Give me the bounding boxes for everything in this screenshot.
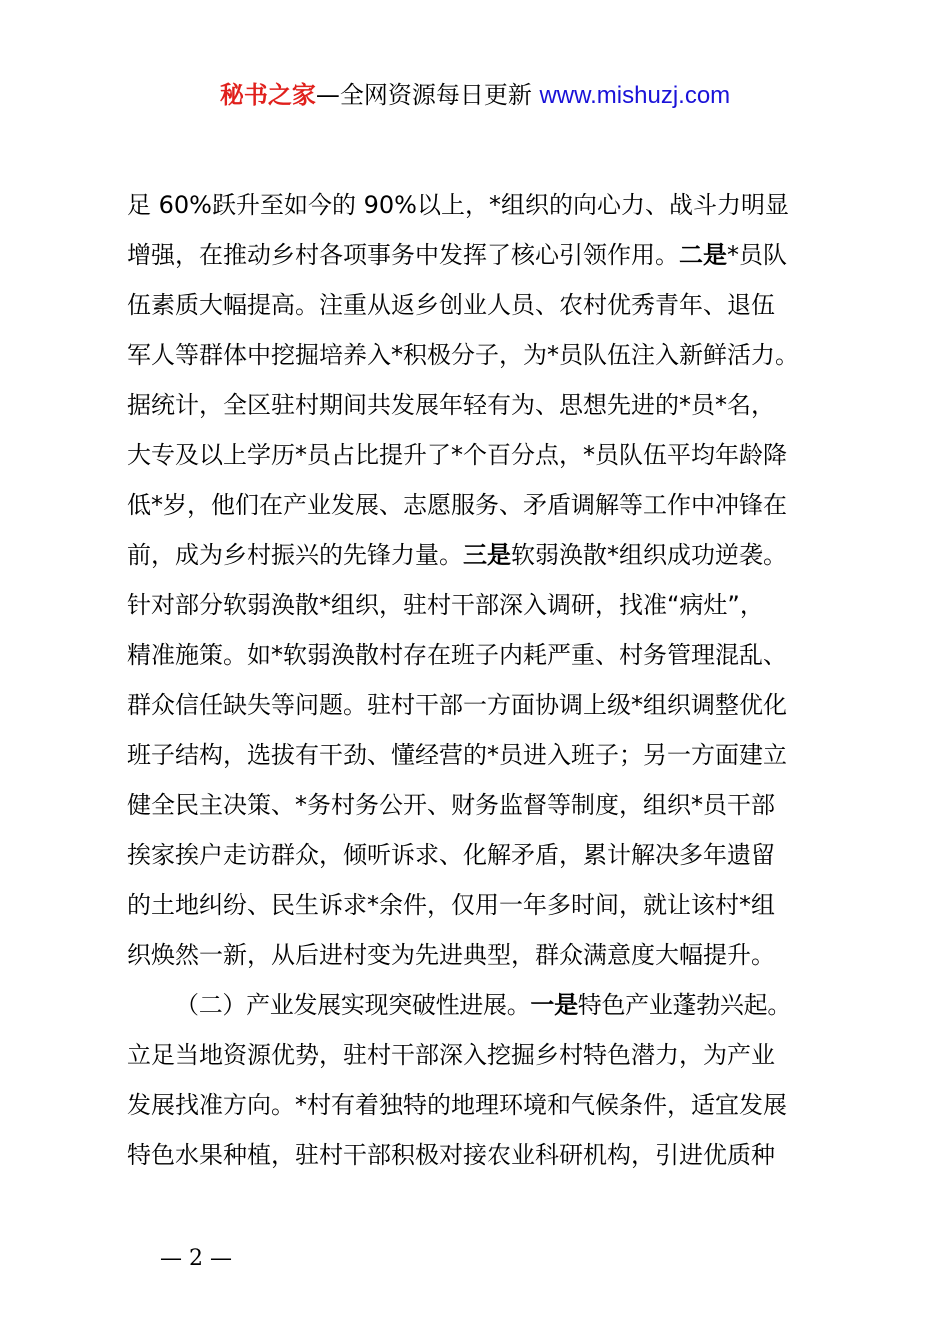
text-run: （二）产业发展实现突破性进展。 — [175, 991, 531, 1019]
text-run: 发展找准方向。*村有着独特的地理环境和气候条件，适宜发展 — [127, 1091, 787, 1119]
site-slogan: —全网资源每日更新 — [315, 81, 532, 109]
text-line — [127, 930, 847, 980]
text-line — [127, 1130, 847, 1180]
text-run: 精准施策。如*软弱涣散村存在班子内耗严重、村务管理混乱、 — [127, 641, 787, 669]
text-run: 据统计，全区驻村期间共发展年轻有为、思想先进的*员*名， — [127, 391, 775, 419]
text-run: 军人等群体中挖掘培养入*积极分子，为*员队伍注入新鲜活力。 — [127, 341, 799, 369]
emphasis-run: 一是 — [530, 991, 578, 1019]
text-line — [127, 880, 847, 930]
text-line — [127, 730, 847, 780]
text-line — [127, 680, 847, 730]
text-run: 织焕然一新，从后进村变为先进典型，群众满意度大幅提升。 — [127, 941, 775, 969]
text-run: 大专及以上学历*员占比提升了*个百分点，*员队伍平均年龄降 — [127, 441, 787, 469]
text-line — [127, 830, 847, 880]
site-brand: 秘书之家 — [219, 81, 316, 109]
text-run: 立足当地资源优势，驻村干部深入挖掘乡村特色潜力，为产业 — [127, 1041, 775, 1069]
text-run: 增强，在推动乡村各项事务中发挥了核心引领作用。 — [127, 241, 679, 269]
text-run: 低*岁，他们在产业发展、志愿服务、矛盾调解等工作中冲锋在 — [127, 491, 787, 519]
text-line — [127, 1080, 847, 1130]
text-line — [127, 330, 847, 380]
text-line — [127, 980, 847, 1030]
text-run: 足 60%跃升至如今的 90%以上，*组织的向心力、战斗力明显 — [127, 191, 789, 219]
text-run: 班子结构，选拔有干劲、懂经营的*员进入班子；另一方面建立 — [127, 741, 787, 769]
text-run: 特色水果种植，驻村干部积极对接农业科研机构，引进优质种 — [127, 1141, 775, 1169]
text-run: *员队 — [727, 241, 787, 269]
text-line — [127, 780, 847, 830]
site-header — [0, 78, 950, 113]
text-line — [127, 630, 847, 680]
emphasis-run: 三是 — [463, 541, 511, 569]
text-run: 软弱涣散*组织成功逆袭。 — [511, 541, 787, 569]
document-body — [127, 180, 847, 1180]
text-line — [127, 530, 847, 580]
text-run: 前，成为乡村振兴的先锋力量。 — [127, 541, 463, 569]
text-run: 群众信任缺失等问题。驻村干部一方面协调上级*组织调整优化 — [127, 691, 787, 719]
text-run: 的土地纠纷、民生诉求*余件，仅用一年多时间，就让该村*组 — [127, 891, 775, 919]
text-line — [127, 480, 847, 530]
text-line — [127, 1030, 847, 1080]
text-line — [127, 580, 847, 630]
text-line — [127, 380, 847, 430]
text-line — [127, 280, 847, 330]
text-run: 健全民主决策、*务村务公开、财务监督等制度，组织*员干部 — [127, 791, 775, 819]
emphasis-run: 二是 — [679, 241, 727, 269]
page-number: — 2 — — [160, 1246, 232, 1271]
site-url[interactable]: www.mishuzj.com — [539, 82, 731, 109]
text-run: 针对部分软弱涣散*组织，驻村干部深入调研，找准“病灶”， — [127, 591, 764, 619]
text-run: 挨家挨户走访群众，倾听诉求、化解矛盾，累计解决多年遗留 — [127, 841, 775, 869]
text-line — [127, 180, 847, 230]
text-run: 特色产业蓬勃兴起。 — [577, 991, 792, 1019]
text-run: 伍素质大幅提高。注重从返乡创业人员、农村优秀青年、退伍 — [127, 291, 775, 319]
text-line — [127, 230, 847, 280]
text-line — [127, 430, 847, 480]
